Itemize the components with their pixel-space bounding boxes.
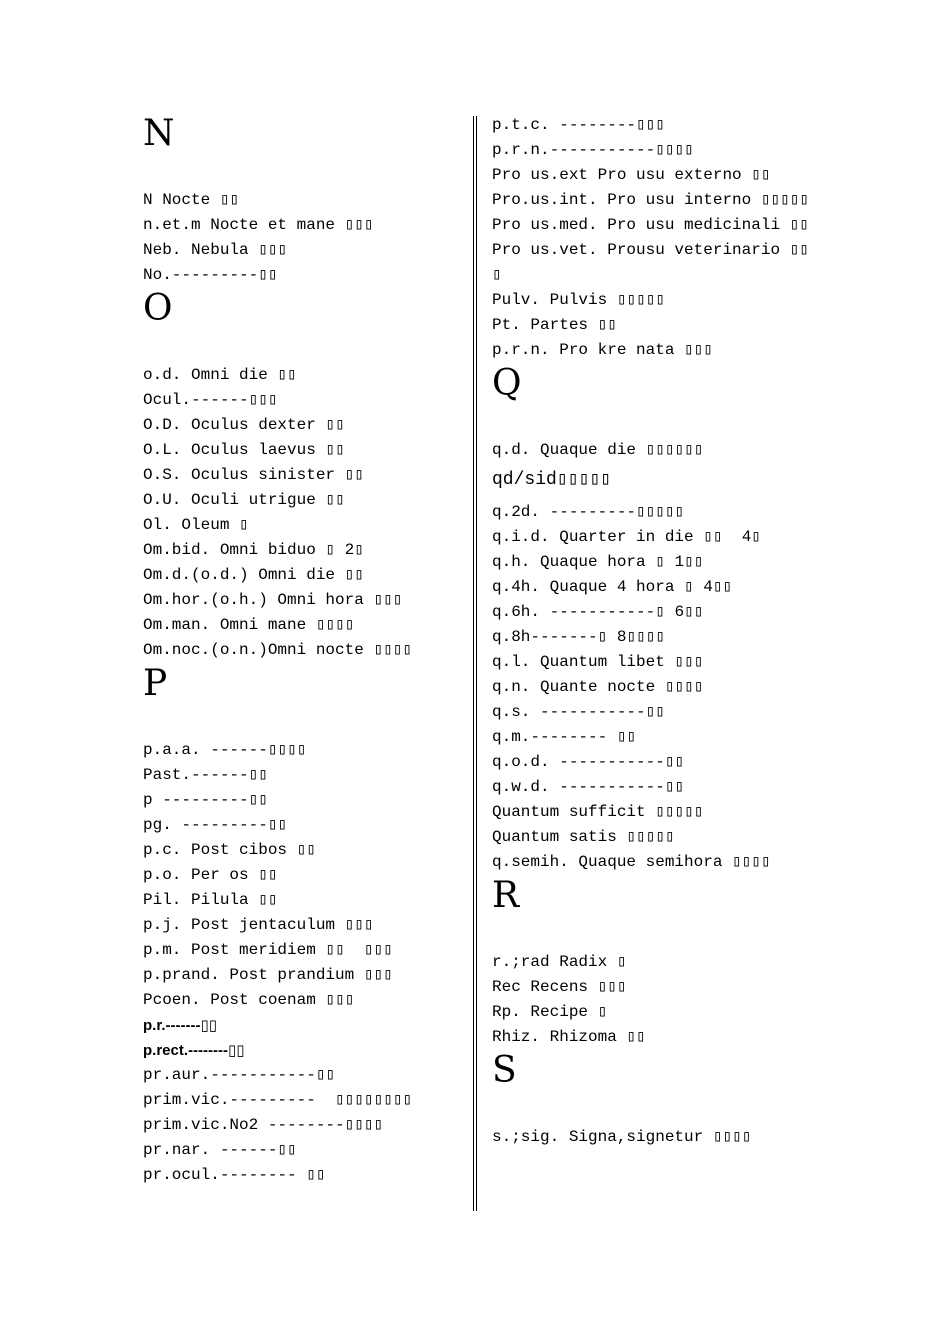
abbreviation-entry: q.i.d. Quarter in die ▯▯ 4▯ <box>492 528 761 546</box>
abbreviation-entry: Om.hor.(o.h.) Omni hora ▯▯▯ <box>143 591 403 609</box>
abbreviation-entry: p.rect.--------▯▯ <box>143 1042 245 1059</box>
abbreviation-entry: q.l. Quantum libet ▯▯▯ <box>492 653 704 671</box>
abbreviation-entry: Pro us.med. Pro usu medicinali ▯▯ <box>492 216 809 234</box>
section-letter-heading: N <box>143 113 175 154</box>
abbreviation-entry: Pt. Partes ▯▯ <box>492 316 617 334</box>
right-column <box>492 113 812 1150</box>
abbreviation-entry: q.8h-------▯ 8▯▯▯▯ <box>492 628 665 646</box>
abbreviation-entry: No.---------▯▯ <box>143 266 278 284</box>
abbreviation-entry: prim.vic.--------- ▯▯▯▯▯▯▯▯ <box>143 1091 413 1109</box>
abbreviation-entry: Om.noc.(o.n.)Omni nocte ▯▯▯▯ <box>143 641 412 659</box>
abbreviation-entry: p.prand. Post prandium ▯▯▯ <box>143 966 393 984</box>
abbreviation-entry: p.o. Per os ▯▯ <box>143 866 278 884</box>
section-letter-heading: S <box>492 1050 517 1091</box>
abbreviation-entry: Past.------▯▯ <box>143 766 268 784</box>
abbreviation-entry: p.t.c. --------▯▯▯ <box>492 116 665 134</box>
abbreviation-entry: p.c. Post cibos ▯▯ <box>143 841 316 859</box>
left-column <box>143 113 463 1188</box>
abbreviation-entry: N Nocte ▯▯ <box>143 191 240 209</box>
abbreviation-entry: p.m. Post meridiem ▯▯ ▯▯▯ <box>143 941 393 959</box>
abbreviation-entry: p.a.a. ------▯▯▯▯ <box>143 741 307 759</box>
section-letter-heading: R <box>492 875 520 916</box>
abbreviation-entry: p ---------▯▯ <box>143 791 268 809</box>
abbreviation-entry: qd/sid▯▯▯▯▯ <box>492 470 611 490</box>
abbreviation-entry: pr.nar. ------▯▯ <box>143 1141 297 1159</box>
abbreviation-entry: Om.d.(o.d.) Omni die ▯▯ <box>143 566 364 584</box>
abbreviation-entry: q.m.-------- ▯▯ <box>492 728 637 746</box>
abbreviation-entry: Rhiz. Rhizoma ▯▯ <box>492 1028 646 1046</box>
abbreviation-entry: q.d. Quaque die ▯▯▯▯▯▯ <box>492 441 704 459</box>
section-spacer <box>143 330 463 363</box>
abbreviation-entry: q.w.d. -----------▯▯ <box>492 778 685 796</box>
abbreviation-entry: Pro us.ext Pro usu externo ▯▯ <box>492 166 771 184</box>
abbreviation-entry: Quantum sufficit ▯▯▯▯▯ <box>492 803 704 821</box>
abbreviation-entry: Om.man. Omni mane ▯▯▯▯ <box>143 616 355 634</box>
abbreviation-entry: q.2d. ---------▯▯▯▯▯ <box>492 503 685 521</box>
abbreviation-entry: q.n. Quante nocte ▯▯▯▯ <box>492 678 704 696</box>
section-letter-heading: P <box>143 663 168 704</box>
abbreviation-entry: Rec Recens ▯▯▯ <box>492 978 627 996</box>
abbreviation-entry: Pro.us.int. Pro usu interno ▯▯▯▯▯ <box>492 191 810 209</box>
abbreviation-entry: O.D. Oculus dexter ▯▯ <box>143 416 345 434</box>
section-letter-heading: O <box>143 288 173 329</box>
section-spacer <box>492 917 812 950</box>
abbreviation-entry: p.r.n.-----------▯▯▯▯ <box>492 141 694 159</box>
abbreviation-entry: p.j. Post jentaculum ▯▯▯ <box>143 916 374 934</box>
section-spacer <box>143 705 463 738</box>
abbreviation-entry: Ocul.------▯▯▯ <box>143 391 278 409</box>
abbreviation-entry: o.d. Omni die ▯▯ <box>143 366 297 384</box>
abbreviation-entry: Pro us.vet. Prousu veterinario ▯▯▯ <box>492 241 809 284</box>
abbreviation-entry: pr.ocul.-------- ▯▯ <box>143 1166 326 1184</box>
abbreviation-entry: n.et.m Nocte et mane ▯▯▯ <box>143 216 374 234</box>
abbreviation-entry: pg. ---------▯▯ <box>143 816 288 834</box>
abbreviation-entry: r.;rad Radix ▯ <box>492 953 627 971</box>
abbreviation-entry: q.h. Quaque hora ▯ 1▯▯ <box>492 553 704 571</box>
section-spacer <box>492 1092 812 1125</box>
column-divider <box>473 116 477 1211</box>
abbreviation-entry: Pcoen. Post coenam ▯▯▯ <box>143 991 355 1009</box>
abbreviation-entry: Neb. Nebula ▯▯▯ <box>143 241 288 259</box>
abbreviation-entry: q.o.d. -----------▯▯ <box>492 753 685 771</box>
abbreviation-entry: O.S. Oculus sinister ▯▯ <box>143 466 364 484</box>
abbreviation-entry: pr.aur.-----------▯▯ <box>143 1066 336 1084</box>
abbreviation-entry: s.;sig. Signa,signetur ▯▯▯▯ <box>492 1128 752 1146</box>
abbreviation-entry: q.s. -----------▯▯ <box>492 703 665 721</box>
abbreviation-entry: q.6h. -----------▯ 6▯▯ <box>492 603 704 621</box>
abbreviation-entry: q.semih. Quaque semihora ▯▯▯▯ <box>492 853 771 871</box>
abbreviation-entry: Pil. Pilula ▯▯ <box>143 891 278 909</box>
abbreviation-entry: Rp. Recipe ▯ <box>492 1003 608 1021</box>
abbreviation-entry: Quantum satis ▯▯▯▯▯ <box>492 828 675 846</box>
abbreviation-entry: Pulv. Pulvis ▯▯▯▯▯ <box>492 291 665 309</box>
abbreviation-entry: p.r.-------▯▯ <box>143 1017 217 1034</box>
section-spacer <box>492 405 812 438</box>
section-letter-heading: Q <box>492 363 522 404</box>
abbreviation-entry: O.L. Oculus laevus ▯▯ <box>143 441 345 459</box>
abbreviation-entry: Om.bid. Omni biduo ▯ 2▯ <box>143 541 364 559</box>
abbreviation-entry: O.U. Oculi utrigue ▯▯ <box>143 491 345 509</box>
abbreviation-entry: q.4h. Quaque 4 hora ▯ 4▯▯ <box>492 578 733 596</box>
abbreviation-entry: prim.vic.No2 --------▯▯▯▯ <box>143 1116 384 1134</box>
abbreviation-entry: p.r.n. Pro kre nata ▯▯▯ <box>492 341 713 359</box>
abbreviation-entry: Ol. Oleum ▯ <box>143 516 249 534</box>
section-spacer <box>143 155 463 188</box>
